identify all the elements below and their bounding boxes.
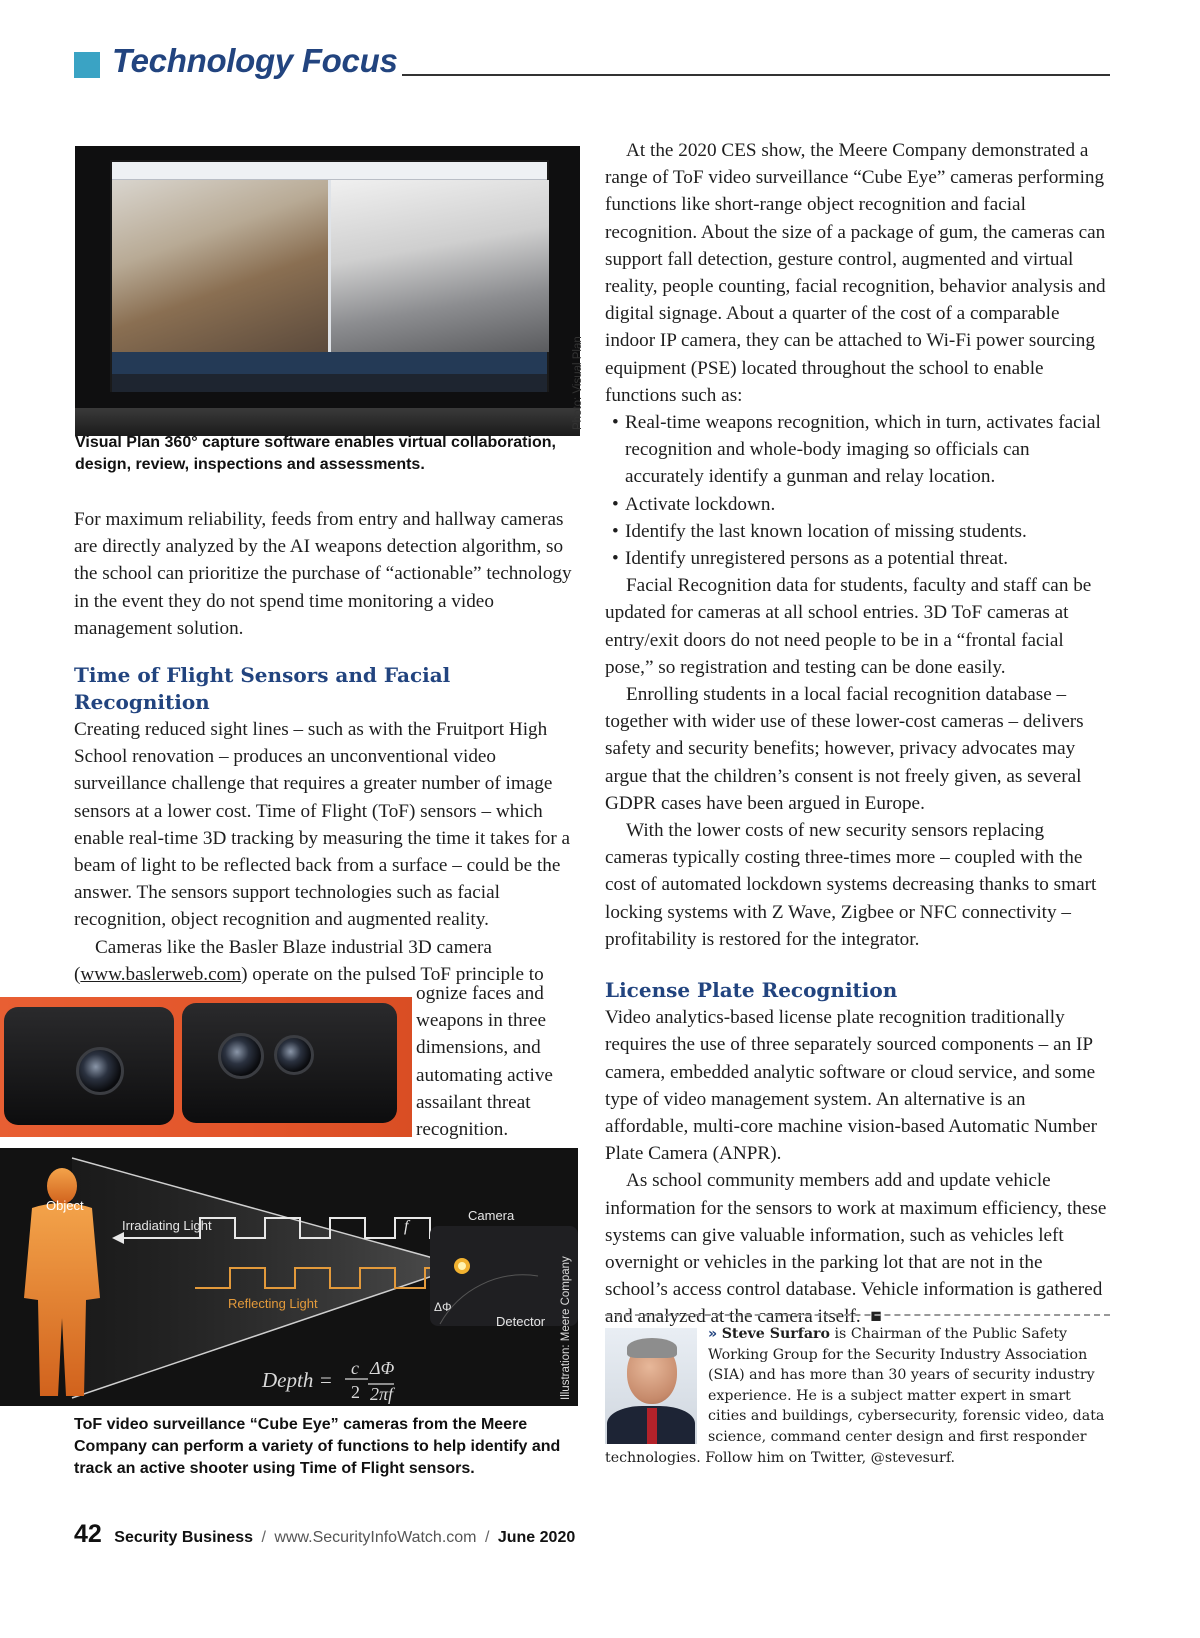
camera-lens — [218, 1033, 264, 1079]
camera-view-pane — [112, 180, 328, 352]
text-run: ) operate on the pulsed ToF principle to — [241, 963, 544, 985]
author-name: Steve Surfaro — [721, 1326, 830, 1342]
object-label: Object — [46, 1198, 84, 1213]
footer-url[interactable]: www.SecurityInfoWatch.com — [274, 1529, 477, 1546]
bio-marker-icon: » — [708, 1326, 718, 1342]
paragraph-continued: ognize faces and weapons in three dimensions, and automating active assailant threat recognition. — [416, 983, 553, 1141]
photo-float-spacer — [605, 1324, 708, 1446]
paragraph — [605, 1167, 1110, 1330]
camera-body — [182, 1003, 397, 1123]
paragraph: With the lower costs of new security sensors replacing cameras typically costing three-times more – coupled with the cost of automated lockdown systems decreasing thanks to smart locking systems with Z Wave, Zigbee or NFC connectivity – profitability is restored for the integrator. — [605, 820, 1097, 950]
paragraph: For maximum reliability, feeds from entry and hallway cameras are directly analyzed by the AI weapons detection algorithm, so the school can prioritize the purchase of “actionable” technology in the event they do not spend time monitoring a video management solution. — [74, 509, 572, 639]
header-rule — [402, 74, 1110, 76]
paragraph: Creating reduced sight lines – such as with the Fruitport High School renovation – produces an unconventional video surveillance challenge that requires a greater number of image sensors at a lower cost. Time of Flight (ToF) sensors – which enable real-time 3D tracking by measuring the time it takes for a beam of light to be reflected back from a surface – could be the answer. The sensors support technologies such as facial recognition, object recognition and augmented reality. — [74, 719, 571, 931]
figure2-caption: ToF video surveillance “Cube Eye” cameras from the Meere Company can perform a variety of functions to help identify and track an active shooter using Time of Flight sensors. — [74, 1416, 561, 1477]
paragraph: At the 2020 CES show, the Meere Company demonstrated a range of ToF video surveillance “Cube Eye” cameras performing functions like short-range object recognition and facial recognition. About the size of a package of gum, the cameras can support fall detection, gesture control, augmented and virtual reality, people counting, facial recognition, behavior analysis and digital signage. About a quarter of the cost of a comparable indoor IP camera, they can be attached to Wi-Fi power sourcing equipment (PSE) located throughout the school to enable functions such as: — [605, 140, 1106, 406]
phase-shift-label: ΔΦ — [434, 1300, 452, 1314]
visual-plan-photo — [75, 146, 580, 436]
reflecting-light-label: Reflecting Light — [228, 1296, 318, 1311]
detector-label: Detector — [496, 1314, 546, 1329]
formula-numerator-dphi: ΔΦ — [370, 1358, 395, 1378]
paragraph: Video analytics-based license plate recognition traditionally requires the use of three separately sourced components – an IP camera, embedded analytic software or cloud service, and some type of video management system. An alternative is an affordable, multi-core machine vision-based Automatic Number Plate Camera (ANPR). — [605, 1007, 1097, 1165]
left-column-wrap — [416, 980, 576, 1143]
frequency-label: f — [404, 1218, 409, 1235]
end-mark: ■ — [870, 1306, 882, 1328]
section-title: Technology Focus — [112, 42, 398, 79]
browser-bar — [112, 162, 547, 180]
text-run: Cameras like the Basler Blaze industrial 3D camera ( — [74, 936, 492, 985]
photo-credit: Photo: Visual Plan — [572, 336, 584, 430]
bullet-item: • Activate lockdown. — [605, 491, 1110, 518]
camera-lens — [274, 1035, 314, 1075]
tof-illustration — [0, 1148, 578, 1406]
figure1-caption: Visual Plan 360° capture software enables virtual collaboration, design, review, inspections and assessments. — [75, 434, 556, 473]
app-toolbar — [112, 352, 547, 374]
issue-date: June 2020 — [497, 1529, 576, 1546]
formula-denominator-2: 2 — [351, 1382, 360, 1402]
footer-separator: / — [261, 1529, 266, 1546]
baslerweb-link[interactable]: www.baslerweb.com — [80, 963, 242, 985]
cube-eye-cameras-photo — [0, 997, 412, 1137]
monitor-screen — [110, 160, 549, 392]
section-heading: Time of Flight Sensors and Facial Recognition — [74, 663, 451, 715]
footer-separator: / — [484, 1529, 490, 1546]
irradiating-light-label: Irradiating Light — [122, 1218, 212, 1233]
page-number: 42 — [74, 1520, 102, 1548]
left-column-top — [74, 506, 576, 1015]
camera-lens — [76, 1047, 124, 1095]
paragraph: Enrolling students in a local facial recognition database – together with wider use of these lower-cost cameras – delivers safety and security benefits; however, privacy advocates may argue that the children’s consent is not freely given, as several GDPR cases have been argued in Europe. — [605, 684, 1084, 814]
text-run: As school community members add and update vehicle information for the sensors to work at maximum efficiency, these systems can give valuable information, such as vehicles left overnight or vehicles in the parking lot that are not in the school’s access control database. Vehicle information is gathered and analyzed at the camera itself. — [605, 1170, 1107, 1328]
section-heading: License Plate Recognition — [605, 978, 898, 1003]
formula-denominator-2pif: 2πf — [370, 1384, 394, 1404]
illustration-credit: Illustration: Meere Company — [560, 1256, 572, 1400]
formula-lhs: Depth = — [262, 1368, 333, 1392]
os-taskbar — [112, 374, 547, 392]
section-marker-square — [74, 52, 100, 78]
paragraph: Facial Recognition data for students, faculty and staff can be updated for cameras at all school entries. 3D ToF cameras at entry/exit doors do not need people to be in a “frontal facial pose,” so registration and testing can be done easily. — [605, 575, 1092, 678]
bullet-item: • Real-time weapons recognition, which in turn, activates facial recognition and whole-body imaging so officials can accurately identify a gunman and relay location. — [605, 409, 1110, 491]
formula-numerator-c: c — [351, 1358, 359, 1378]
bullet-item: • Identify the last known location of missing students. — [605, 518, 1110, 545]
publication-name: Security Business — [114, 1529, 253, 1546]
page-footer — [74, 1520, 575, 1549]
camera-label: Camera — [468, 1208, 515, 1223]
model-view-pane — [331, 180, 549, 352]
author-bio — [605, 1324, 1110, 1468]
camera-body — [4, 1007, 174, 1125]
author-divider — [605, 1314, 1110, 1316]
right-column — [605, 137, 1110, 1331]
bullet-item: • Identify unregistered persons as a potential threat. — [605, 545, 1110, 572]
author-bio-text: is Chairman of the Public Safety Working Group for the Security Industry Association (SIA) and has more than 30 years of security industry experience. He is a subject matter expert in smart cities and buildings, cybersecurity, forensic video, data science, command center design and first responder technologies. Follow him on Twitter, @stevesurf. — [605, 1326, 1105, 1466]
